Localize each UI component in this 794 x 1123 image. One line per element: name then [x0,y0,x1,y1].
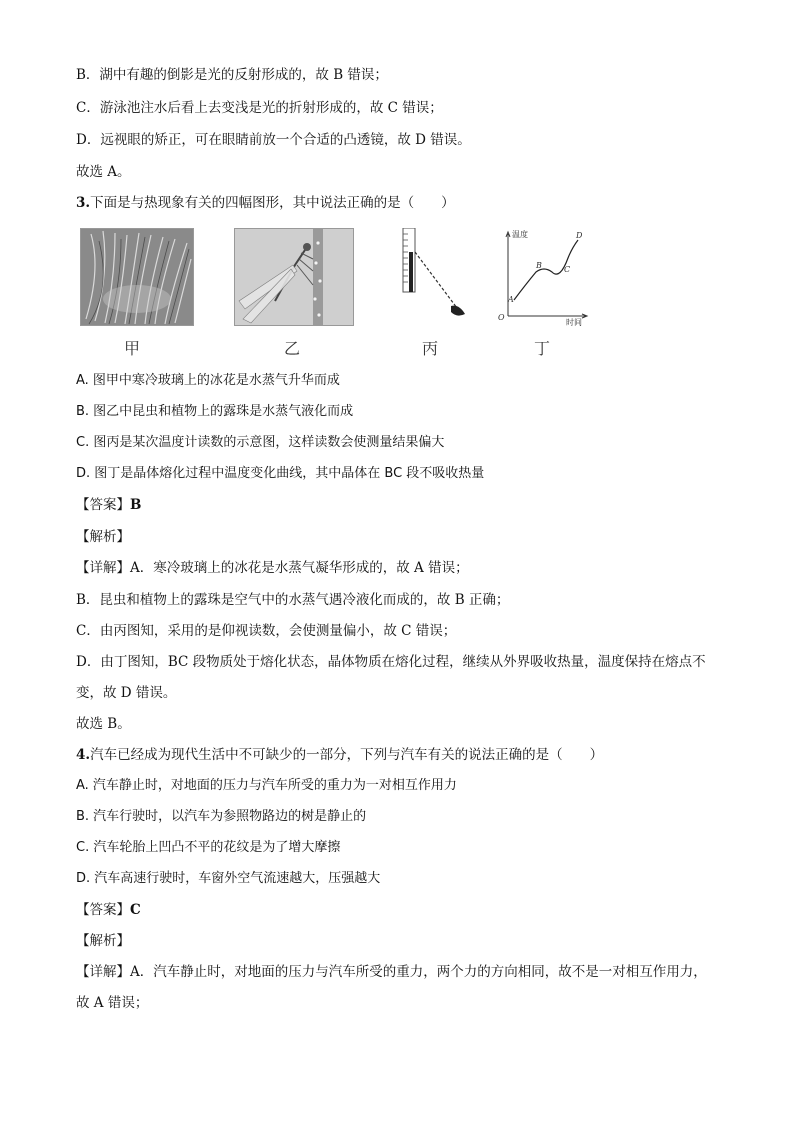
question-text: 下面是与热现象有关的四幅图形，其中说法正确的是（ ） [90,195,455,211]
answer-value: B [130,497,142,513]
question-4-stem [76,746,603,764]
option-c: C. 汽车轮胎上凹凸不平的花纹是为了增大摩擦 [76,840,341,855]
option-a: A. 汽车静止时，对地面的压力与汽车所受的重力为一对相互作用力 [76,778,457,793]
question-3-stem [76,194,455,212]
question-number: 3. [76,195,91,211]
option-a: A. 图甲中寒冷玻璃上的冰花是水蒸气升华而成 [76,373,340,388]
analysis-tag: 【解析】 [76,529,130,545]
detail-b-line: B．昆虫和植物上的露珠是空气中的水蒸气遇冷液化而成的，故 B 正确； [76,592,510,608]
thermometer-diagram [395,228,485,328]
text-line: B．湖中有趣的倒影是光的反射形成的，故 B 错误； [76,67,388,83]
text-line: D．远视眼的矫正，可在眼睛前放一个合适的凸透镜，故 D 错误。 [76,132,471,148]
point-b-label: B [536,261,542,270]
figure-label-jia: 甲 [124,339,141,358]
figure-label-bing: 丙 [422,339,439,358]
answer-tag: 【答案】 [76,497,130,513]
frost-photo [80,228,194,326]
question-number: 4. [76,747,91,763]
option-b: B. 图乙中昆虫和植物上的露珠是水蒸气液化而成 [76,404,354,419]
graph-origin: O [498,313,505,322]
figure-label-ding: 丁 [534,339,551,358]
option-b: B. 汽车行驶时，以汽车为参照物路边的树是静止的 [76,809,367,824]
option-c: C. 图丙是某次温度计读数的示意图，这样读数会使测量结果偏大 [76,435,445,450]
answer-value: C [130,902,141,918]
answer-tag: 【答案】 [76,902,130,918]
point-a-label: A [508,295,514,304]
option-d: D. 汽车高速行驶时，车窗外空气流速越大，压强越大 [76,871,381,886]
detail-text: A．汽车静止时，对地面的压力与汽车所受的重力，两个力的方向相同，故不是一对相互作用力， [130,964,707,980]
detail-c-line: C．由丙图知，采用的是仰视读数，会使测量偏小，故 C 错误； [76,623,457,639]
frost-image [81,229,193,325]
question-text: 汽车已经成为现代生活中不可缺少的一部分，下列与汽车有关的说法正确的是（ ） [90,747,604,763]
point-c-label: C [564,265,571,274]
analysis-tag: 【解析】 [76,933,130,949]
detail-d-line-2: 变，故 D 错误。 [76,685,177,701]
detail-text: A．寒冷玻璃上的冰花是水蒸气凝华形成的，故 A 错误； [130,560,469,576]
answer-line [76,496,141,514]
detail-d-line-1: D．由丁图知，BC 段物质处于熔化状态，晶体物质在熔化过程，继续从外界吸收热量，温度保持在熔点不 [76,654,706,670]
detail-a-line-1 [76,963,707,981]
detail-tag: 【详解】 [76,964,130,980]
conclusion-line: 故选 B。 [76,716,131,732]
eye-icon [451,306,465,316]
text-line: C．游泳池注水后看上去变浅是光的折射形成的，故 C 错误； [76,100,443,116]
dragonfly-photo [234,228,354,326]
text-line: 故选 A。 [76,164,131,180]
graph-y-label: 温度 [512,230,528,239]
detail-a-line-2: 故 A 错误； [76,995,149,1011]
detail-a-line [76,559,469,577]
graph-x-label: 时间 [566,318,582,327]
option-d: D. 图丁是晶体熔化过程中温度变化曲线，其中晶体在 BC 段不吸收热量 [76,466,485,481]
dragonfly-image [235,229,353,325]
point-d-label: D [576,231,583,240]
melting-curve-graph [492,228,592,328]
detail-tag: 【详解】 [76,560,130,576]
answer-line [76,901,141,919]
figure-label-yi: 乙 [284,339,301,358]
